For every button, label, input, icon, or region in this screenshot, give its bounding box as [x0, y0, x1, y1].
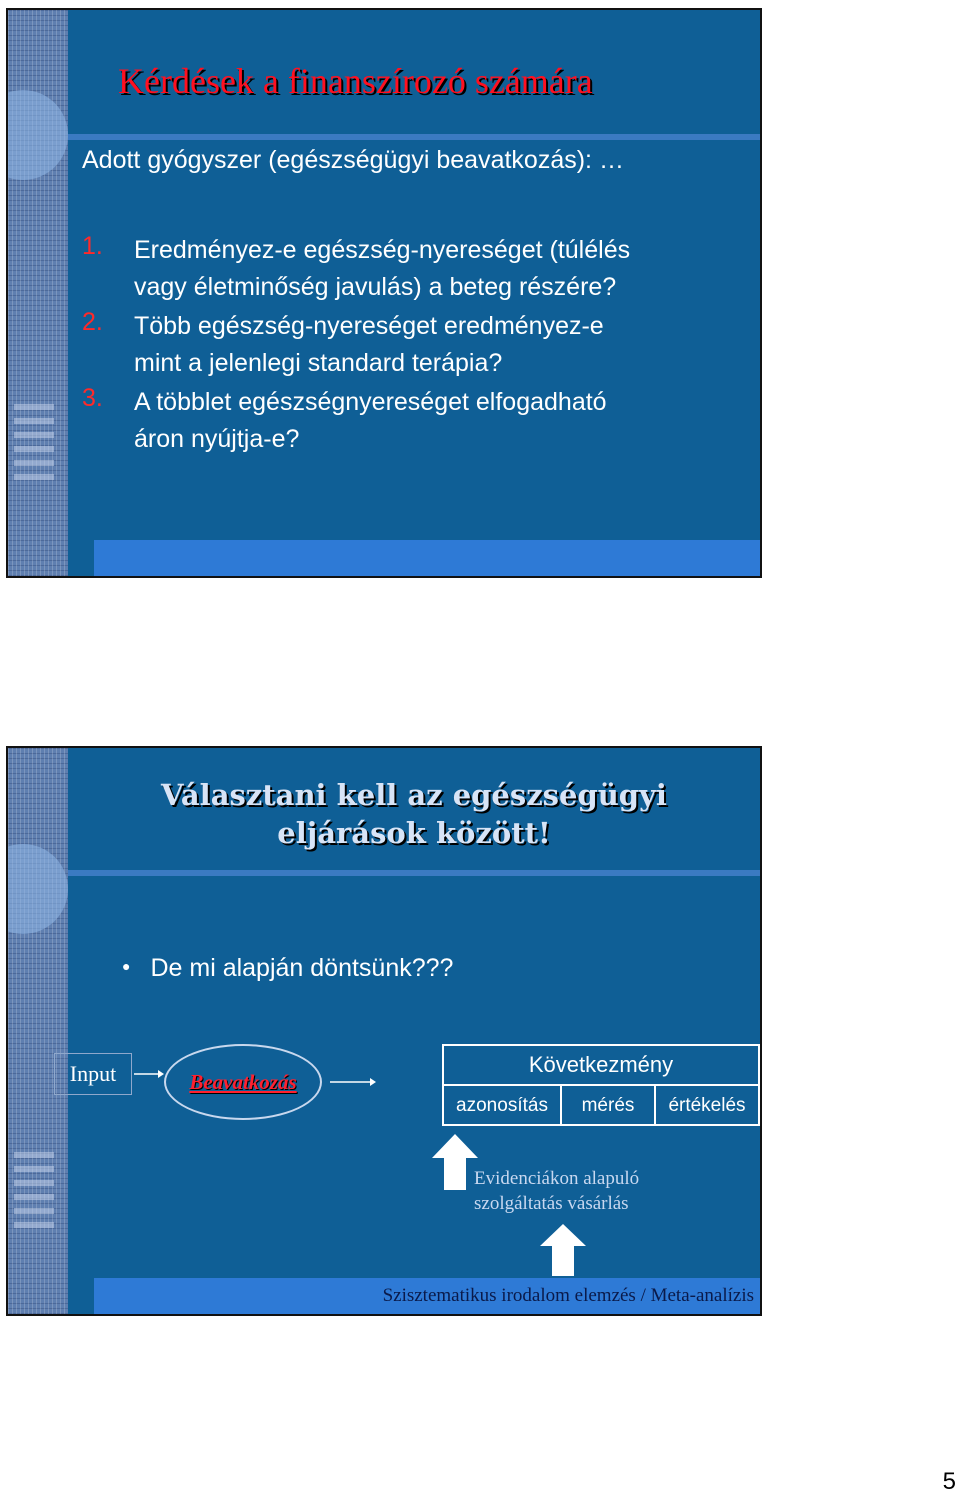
- question-line: Több egészség-nyereséget eredményez-e: [134, 312, 604, 340]
- slide-title: [68, 776, 760, 852]
- bullet-item: [122, 954, 453, 983]
- header-divider: [68, 870, 760, 876]
- page-number: 5: [942, 1468, 956, 1495]
- intervention-ellipse: [164, 1044, 322, 1120]
- consequence-cell: mérés: [562, 1086, 656, 1126]
- header-divider: [68, 134, 760, 140]
- question-list: [82, 232, 722, 460]
- decorative-circle: [6, 90, 68, 180]
- consequence-row: [444, 1086, 758, 1126]
- question-item: [82, 384, 722, 458]
- question-number: 1.: [82, 232, 103, 260]
- decorative-strip: [8, 10, 68, 576]
- bullet-text: De mi alapján döntsünk???: [150, 954, 454, 982]
- decorative-strip: [8, 748, 68, 1314]
- up-arrow-icon: [432, 1134, 478, 1190]
- input-box: Input: [54, 1053, 132, 1095]
- evidence-text: [474, 1166, 639, 1216]
- slide-2: [6, 746, 762, 1316]
- decorative-pattern: [14, 400, 54, 480]
- footer-band: [94, 540, 760, 576]
- question-number: 2.: [82, 308, 103, 336]
- intro-text: Adott gyógyszer (egészségügyi beavatkozás): …: [82, 146, 624, 174]
- question-line: A többlet egészségnyereséget elfogadható: [134, 388, 607, 416]
- arrow-right-icon: [330, 1074, 376, 1090]
- consequence-header: Következmény: [444, 1046, 758, 1086]
- decorative-pattern: [14, 1148, 54, 1228]
- question-line: Eredményez-e egészség-nyereséget (túlélés: [134, 236, 631, 264]
- question-line: vagy életminőség javulás) a beteg részére?: [134, 273, 617, 301]
- slide-title: Kérdések a finanszírozó számára: [118, 61, 593, 101]
- title-line-1: Választani kell az egészségügyi: [161, 778, 667, 812]
- consequence-cell: értékelés: [668, 1095, 746, 1116]
- consequence-table: [442, 1044, 760, 1126]
- decorative-circle: [6, 844, 68, 934]
- bullet-dot-icon: ●: [122, 958, 131, 974]
- consequence-cell: azonosítás: [444, 1086, 562, 1126]
- question-line: mint a jelenlegi standard terápia?: [134, 349, 503, 377]
- evidence-line-1: Evidenciákon alapuló: [474, 1168, 640, 1189]
- question-line: áron nyújtja-e?: [134, 425, 300, 453]
- question-item: [82, 308, 722, 382]
- question-number: 3.: [82, 384, 103, 412]
- up-arrow-icon: [540, 1224, 586, 1276]
- intervention-label: Beavatkozás: [189, 1069, 297, 1094]
- meta-analysis-label: Szisztematikus irodalom elemzés / Meta-analízis: [382, 1285, 754, 1306]
- evidence-line-2: szolgáltatás vásárlás: [474, 1193, 629, 1214]
- arrow-right-icon: [134, 1066, 164, 1082]
- slide-1: [6, 8, 762, 578]
- title-line-2: eljárások között!: [277, 816, 551, 850]
- question-item: [82, 232, 722, 306]
